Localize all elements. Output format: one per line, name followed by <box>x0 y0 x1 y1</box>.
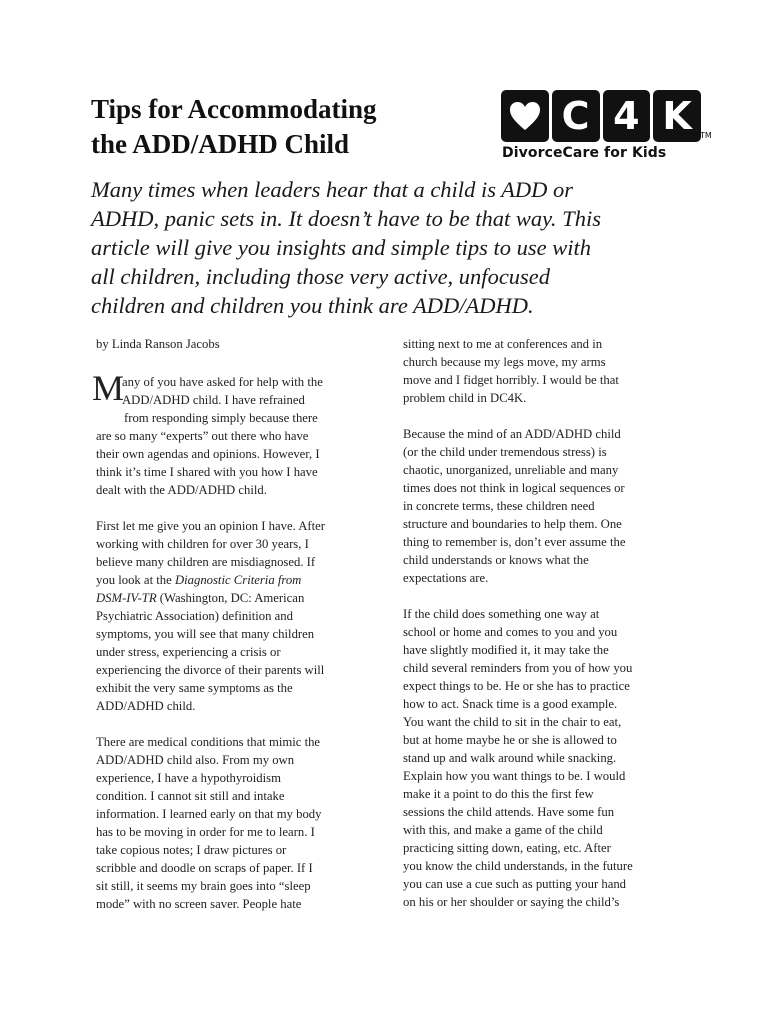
text-line: Because the mind of an ADD/ADHD child <box>403 427 621 441</box>
drop-cap: M <box>92 368 125 408</box>
text-line: exhibit the very same symptoms as the <box>96 681 293 695</box>
text-line: in concrete terms, these children need <box>403 499 595 513</box>
text-line: are so many “experts” out there who have <box>96 429 309 443</box>
text-line: think it’s time I shared with you how I have <box>96 465 318 479</box>
dc4k-logo <box>501 90 713 162</box>
text-line: experiencing the divorce of their parents will <box>96 663 325 677</box>
text-line: practicing sitting down, eating, etc. After <box>403 841 611 855</box>
text-line: with this, and make a game of the child <box>403 823 603 837</box>
text-line: move and I fidget horribly. I would be that <box>403 373 619 387</box>
text-line: Explain how you want things to be. I would <box>403 769 626 783</box>
text-line: thing to remember is, don’t ever assume the <box>403 535 626 549</box>
text-line: information. I learned early on that my body <box>96 807 322 821</box>
logo-letters <box>501 90 701 142</box>
heart-icon <box>508 100 542 132</box>
text-line: under stress, experiencing a crisis or <box>96 645 281 659</box>
text-line: child several reminders from you of how you <box>403 661 633 675</box>
right-column <box>403 335 693 911</box>
title-line: the ADD/ADHD Child <box>91 129 350 159</box>
text-line: church because my legs move, my arms <box>403 355 606 369</box>
book-title-italic: DSM-IV-TR <box>96 591 157 605</box>
structure-paragraph <box>403 425 693 587</box>
text-line: school or home and comes to you and you <box>403 625 618 639</box>
paragraph-gap <box>96 499 378 517</box>
logo-letter: K <box>653 90 701 142</box>
text-line: Psychiatric Association) definition and <box>96 609 293 623</box>
text-line <box>96 571 378 589</box>
text-line: There are medical conditions that mimic the <box>96 735 321 749</box>
text-line: has to be moving in order for me to learn. I <box>96 825 315 839</box>
text-line: (or the child under tremendous stress) is <box>403 445 607 459</box>
paragraph-gap <box>96 715 378 733</box>
text-line: problem child in DC4K. <box>403 391 527 405</box>
text-line <box>96 589 378 607</box>
text-line: believe many children are misdiagnosed. If <box>96 555 316 569</box>
book-title-italic: Diagnostic Criteria from <box>174 573 302 587</box>
lead-line: Many times when leaders hear that a child is ADD or <box>91 177 574 202</box>
text-line: First let me give you an opinion I have. After <box>96 519 326 533</box>
logo-letter: 4 <box>603 90 651 142</box>
text-line: have slightly modified it, it may take the <box>403 643 609 657</box>
text-line: you know the child understands, in the future <box>403 859 633 873</box>
text-line: but at home maybe he or she is allowed to <box>403 733 617 747</box>
text-line: sitting next to me at conferences and in <box>403 337 603 351</box>
paragraph-gap <box>403 587 693 605</box>
lead-line: article will give you insights and simple tips to use with <box>91 235 591 260</box>
text-line: sit still, it seems my brain goes into “sleep <box>96 879 311 893</box>
text-line: child understands or knows what the <box>403 553 589 567</box>
lead-paragraph <box>91 175 691 320</box>
text-line: chaotic, unorganized, unreliable and many <box>403 463 619 477</box>
lead-line: children and children you think are ADD/ADHD. <box>91 293 534 318</box>
text-line: scribble and doodle on scraps of paper. If I <box>96 861 313 875</box>
logo-d-heart <box>501 90 549 142</box>
paragraph-gap <box>403 407 693 425</box>
text-line: ADD/ADHD child. I have refrained <box>122 393 305 407</box>
text-line: If the child does something one way at <box>403 607 600 621</box>
text-line: working with children for over 30 years, I <box>96 537 309 551</box>
text-line: any of you have asked for help with the <box>122 375 323 389</box>
text-line: mode” with no screen saver. People hate <box>96 897 302 911</box>
title-line: Tips for Accommodating <box>91 94 377 124</box>
left-column <box>92 335 378 913</box>
text-line: times does not think in logical sequences or <box>403 481 625 495</box>
trademark-mark: TM <box>700 131 712 140</box>
text-segment: you look at the <box>96 573 175 587</box>
text-line: You want the child to sit in the chair to eat, <box>403 715 622 729</box>
opinion-paragraph <box>96 517 378 715</box>
text-line: structure and boundaries to help them. One <box>403 517 622 531</box>
fidget-paragraph <box>403 335 693 407</box>
logo-tagline: DivorceCare for Kids <box>502 145 667 161</box>
text-line: on his or her shoulder or saying the child’s <box>403 895 620 909</box>
text-line: make it a point to do this the first few <box>403 787 594 801</box>
text-line: their own agendas and opinions. However, I <box>96 447 320 461</box>
byline: by Linda Ranson Jacobs <box>96 337 220 351</box>
text-line: stand up and walk around while snacking. <box>403 751 617 765</box>
text-line: how to act. Snack time is a good example. <box>403 697 618 711</box>
text-line: you can use a cue such as putting your hand <box>403 877 627 891</box>
lead-line: all children, including those very active, unfocused <box>91 264 551 289</box>
medical-paragraph <box>96 733 378 913</box>
logo-letter: C <box>552 90 600 142</box>
lead-line: ADHD, panic sets in. It doesn’t have to be that way. This <box>91 206 601 231</box>
text-line: condition. I cannot sit still and intake <box>96 789 285 803</box>
text-line: expect things to be. He or she has to practice <box>403 679 630 693</box>
text-line: dealt with the ADD/ADHD child. <box>96 483 267 497</box>
intro-paragraph <box>92 368 378 499</box>
text-line: from responding simply because there <box>124 411 318 425</box>
text-line: symptoms, you will see that many children <box>96 627 315 641</box>
text-line: sessions the child attends. Have some fun <box>403 805 615 819</box>
text-line: experience, I have a hypothyroidism <box>96 771 281 785</box>
text-line: take copious notes; I draw pictures or <box>96 843 287 857</box>
text-segment: (Washington, DC: American <box>156 591 305 605</box>
article-title <box>91 92 451 162</box>
text-line: expectations are. <box>403 571 489 585</box>
text-line: ADD/ADHD child. <box>96 699 196 713</box>
text-line: ADD/ADHD child also. From my own <box>96 753 295 767</box>
snack-paragraph <box>403 605 693 911</box>
